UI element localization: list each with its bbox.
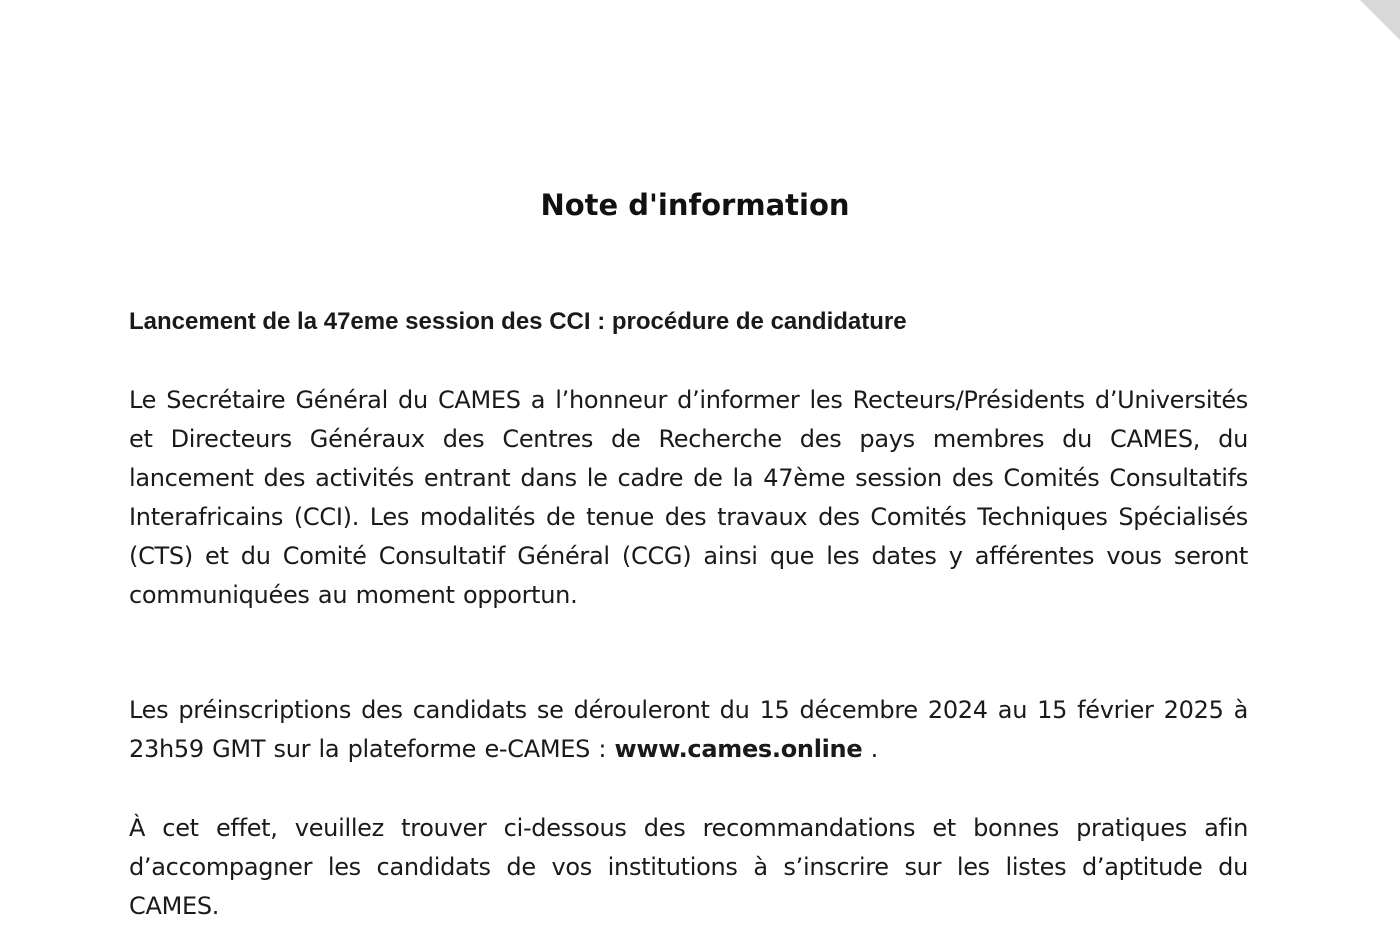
preregistration-text: Les préinscriptions des candidats se dérouleront du 15 décembre 2024 au 15 février 2025 à 23h59 GMT sur la plateforme e-CAMES : [129,696,1248,763]
document-subtitle: Lancement de la 47eme session des CCI : procédure de candidature [129,308,907,335]
cames-website-link[interactable]: www.cames.online [614,735,863,763]
paragraph-intro: Le Secrétaire Général du CAMES a l’honneur d’informer les Recteurs/Présidents d’Universités et Directeurs Généraux des Centres de Recherche des pays membres du CAMES, du lancement des activités entrant dans le cadre de la 47ème session des Comités Consultatifs Interafricains (CCI). Les modalités de tenue des travaux des Comités Techniques Spécialisés (CTS) et du Comité Consultatif Général (CCG) ainsi que les dates y afférentes vous seront communiquées au moment opportun. [129,386,1248,609]
page-corner-fold [1360,0,1400,40]
paragraph-preregistration [129,691,1248,769]
paragraph-recommendations: À cet effet, veuillez trouver ci-dessous des recommandations et bonnes pratiques afin d’accompagner les candidats de vos institutions à s’inscrire sur les listes d’aptitude du CAMES. [129,814,1248,920]
preregistration-end: . [862,735,878,763]
page-title: Note d'information [540,188,850,222]
